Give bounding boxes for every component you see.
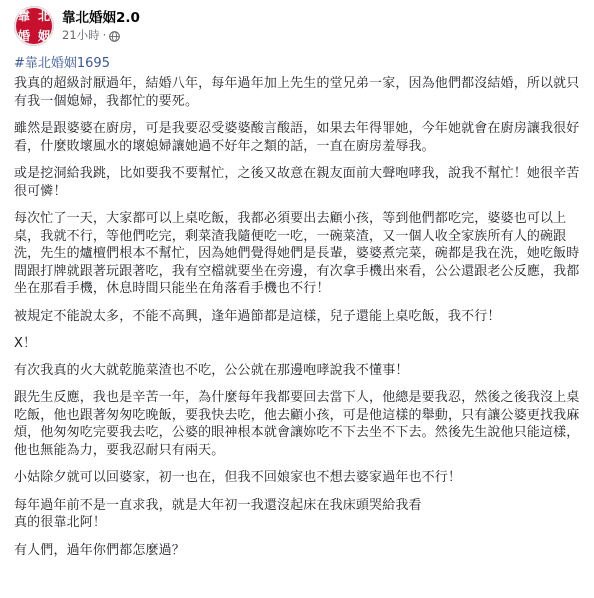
avatar-char: 靠 [17,9,30,23]
globe-icon [109,30,120,41]
post-timestamp[interactable]: 21小時 [62,28,100,42]
post-paragraph: 被規定不能說太多，不能不高興，逢年過節都是這樣，兒子還能上桌吃飯，我不行！ [14,308,501,324]
post-paragraph: X！ [14,336,37,351]
post-subline [62,27,140,43]
post-paragraph: 有次我真的火大就乾脆菜渣也不吃，公公就在那邊咆哮說我不懂事！ [14,362,409,378]
hashtag-link[interactable]: #靠北婚姻1695 [14,56,110,71]
avatar-char: 婚 [17,29,30,43]
post-paragraph: 每次忙了一天，大家都可以上桌吃飯，我都必須要出去顧小孩，等到他們都吃完，婆婆也可以上桌，我就不行，等他們吃完，剩菜渣我隨便吃一吃，一碗菜渣，又一個人收全家族所有人的碗跟洗，先生的爐檀們根本不幫忙，因為她們覺得她們是長輩，婆婆煮完菜，碗都是我在洗，她吃飯時間跟打牌就跟著玩跟著吃，我有空檔就要坐在旁邊，有次拿手機出來看，公公還跟老公反應，我都坐在那看手機，休息時間只能坐在角落看手機也不行！ [14,211,580,296]
avatar-char: 北 [37,9,50,23]
separator-dot: · [102,28,107,42]
post-paragraph: 跟先生反應，我也是辛苦一年，為什麼每年我都要回去當下人，他總是要我忍，然後之後我沒上桌吃飯，他也跟著匆匆吃晚飯，要我快去吃，他去顧小孩，可是他這樣的舉動，只有讓公婆更找我麻煩，他匆匆吃完要我去吃，公婆的眼神根本就會讓妳吃不下去坐不下去。然後先生說他只能這樣，他也無能為力，要我忍耐只有兩天。 [14,390,580,458]
post-meta [62,9,140,43]
post-paragraph: 有人們，過年你們都怎麼過？ [14,542,185,558]
post-body [14,55,584,569]
page-avatar[interactable] [14,6,54,46]
post-paragraph: 雖然是跟婆婆在廚房，可是我要忍受婆婆酸言酸語，如果去年得罪她，今年她就會在廚房讓我很好看，什麼敗壞風水的壞媳婦讓她過不好年之類的話，一直在廚房羞辱我。 [14,121,580,154]
post-paragraph: 小姑除夕就可以回婆家，初一也在，但我不回娘家也不想去婆家過年也不行！ [14,470,462,485]
page-name-link[interactable]: 靠北婚姻2.0 [62,10,140,26]
post-header [14,3,140,49]
post-paragraph: 每年過年前不是一直求我，就是大年初一我還沒起床在我床頭哭給我看 真的很靠北阿！ [14,497,422,530]
post-paragraph: 我真的超級討厭過年，結婚八年，每年過年加上先生的堂兄弟一家，因為他們都沒結婚，所以就只有我一個媳婦，我都忙的要死。 [14,76,580,109]
avatar-char: 姻 [37,29,50,43]
post-paragraph: 或是挖洞給我跳，比如要我不要幫忙，之後又故意在親友面前大聲咆哮我，說我不幫忙！她很辛苦很可憐！ [14,166,580,199]
